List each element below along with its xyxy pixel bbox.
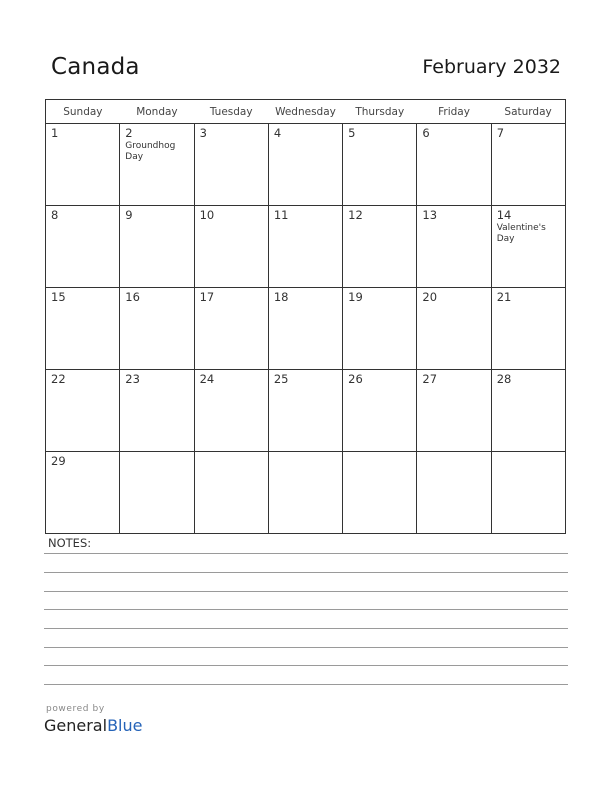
day-cell — [268, 452, 342, 534]
day-cell — [194, 124, 268, 206]
weekday-wednesday: Wednesday — [268, 100, 342, 124]
day-number: 4 — [273, 126, 282, 140]
weekday-sunday: Sunday — [46, 100, 120, 124]
day-number: 25 — [273, 372, 289, 386]
week-row — [46, 288, 566, 370]
weekday-monday: Monday — [120, 100, 194, 124]
day-number: 13 — [422, 208, 438, 222]
day-number: 23 — [125, 372, 140, 386]
holiday-label: Valentine's Day — [496, 223, 546, 244]
week-row — [46, 452, 566, 534]
day-number: 17 — [199, 290, 215, 304]
day-cell — [417, 206, 491, 288]
day-cell — [194, 288, 268, 370]
day-number: 19 — [348, 290, 363, 304]
weekday-saturday: Saturday — [491, 100, 565, 124]
day-number: 18 — [273, 290, 289, 304]
day-number: 12 — [348, 208, 363, 222]
day-cell — [343, 288, 417, 370]
day-number: 5 — [348, 126, 356, 140]
day-cell — [491, 288, 565, 370]
day-number: 21 — [496, 290, 512, 304]
day-number: 27 — [422, 372, 438, 386]
day-number: 15 — [51, 290, 66, 304]
note-line — [44, 609, 568, 610]
day-cell — [46, 370, 120, 452]
weekday-friday: Friday — [417, 100, 491, 124]
day-cell — [120, 206, 194, 288]
day-number: 16 — [125, 290, 140, 304]
day-number: 26 — [348, 372, 363, 386]
day-cell — [417, 452, 491, 534]
day-number: 10 — [199, 208, 215, 222]
day-cell — [268, 370, 342, 452]
holiday-label: Groundhog Day — [125, 141, 176, 162]
day-cell — [120, 370, 194, 452]
day-cell — [120, 452, 194, 534]
day-cell — [120, 288, 194, 370]
day-number: 28 — [496, 372, 512, 386]
day-number: 20 — [422, 290, 438, 304]
day-cell — [46, 124, 120, 206]
day-number: 24 — [199, 372, 215, 386]
note-line — [44, 665, 568, 666]
day-cell — [194, 206, 268, 288]
day-cell — [417, 288, 491, 370]
day-cell — [343, 124, 417, 206]
weekday-header-row — [46, 100, 566, 124]
day-number: 2 — [125, 126, 133, 140]
day-cell — [491, 206, 565, 288]
weekday-thursday: Thursday — [343, 100, 417, 124]
note-line — [44, 572, 568, 573]
powered-by-text: powered by — [46, 704, 105, 714]
week-row — [46, 206, 566, 288]
day-number: 22 — [51, 372, 66, 386]
note-line — [44, 684, 568, 685]
day-cell — [268, 288, 342, 370]
day-cell — [343, 452, 417, 534]
day-cell — [268, 124, 342, 206]
country-title: Canada — [51, 54, 140, 80]
day-number: 11 — [273, 208, 289, 222]
calendar-grid — [45, 99, 566, 534]
day-cell — [491, 370, 565, 452]
week-row — [46, 370, 566, 452]
week-row — [46, 124, 566, 206]
day-cell — [491, 124, 565, 206]
day-number: 1 — [51, 126, 59, 140]
notes-label: NOTES: — [48, 536, 92, 550]
day-cell — [417, 124, 491, 206]
weekday-tuesday: Tuesday — [194, 100, 268, 124]
day-cell — [491, 452, 565, 534]
day-cell — [194, 452, 268, 534]
note-line — [44, 647, 568, 648]
note-line — [44, 628, 568, 629]
day-cell — [120, 124, 194, 206]
day-number: 29 — [51, 454, 66, 468]
day-number: 6 — [422, 126, 430, 140]
generalblue-logo[interactable] — [44, 716, 142, 735]
brand-blue: Blue — [107, 716, 143, 735]
day-number: 7 — [496, 126, 505, 140]
note-line — [44, 591, 568, 592]
day-cell — [343, 370, 417, 452]
day-cell — [194, 370, 268, 452]
day-number: 3 — [199, 126, 207, 140]
brand-general: General — [44, 716, 108, 735]
day-cell — [417, 370, 491, 452]
month-year-title: February 2032 — [422, 56, 561, 78]
day-cell — [46, 288, 120, 370]
day-cell — [268, 206, 342, 288]
day-cell — [343, 206, 417, 288]
day-cell — [46, 206, 120, 288]
day-number: 8 — [51, 208, 59, 222]
note-line — [44, 553, 568, 554]
day-number: 14 — [496, 208, 512, 222]
day-cell — [46, 452, 120, 534]
day-number: 9 — [125, 208, 133, 222]
